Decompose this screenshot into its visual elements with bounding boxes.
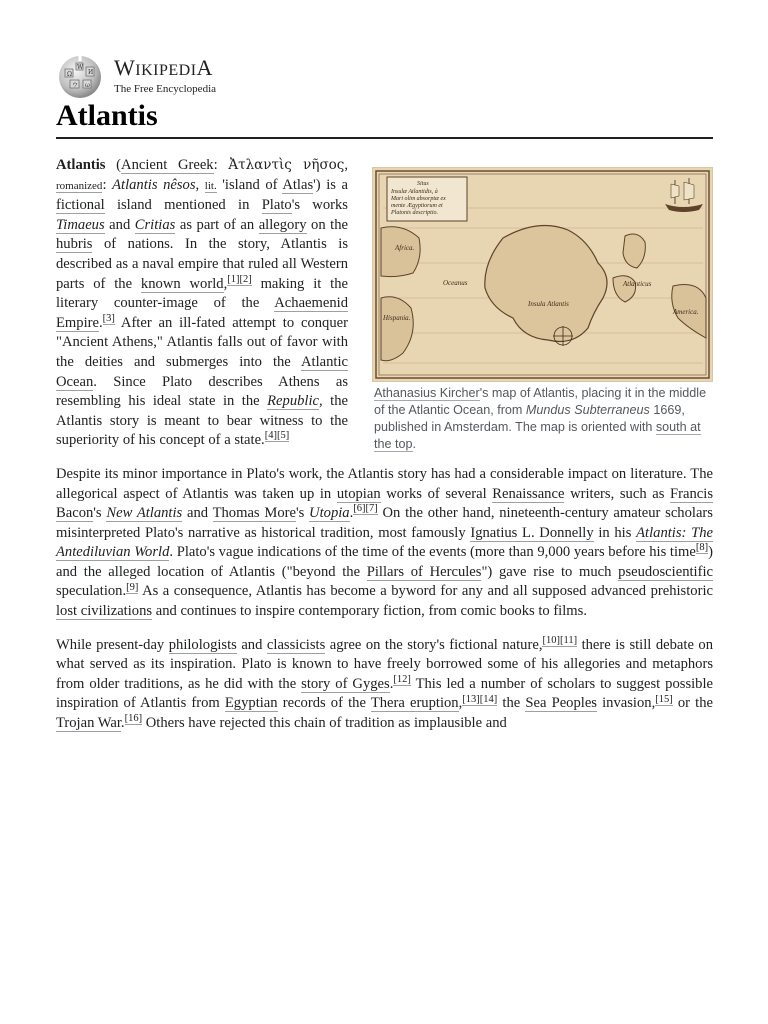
link-utopian[interactable]: utopian <box>336 485 381 502</box>
citation <box>103 313 115 325</box>
link-trojan-war[interactable]: Trojan War <box>56 715 121 732</box>
link-utopia[interactable]: Utopia <box>309 505 350 522</box>
map-cartouche-line: Mari olim absorptæ ex <box>391 196 446 202</box>
link-egyptian[interactable]: Egyptian <box>224 695 278 712</box>
citation <box>125 713 143 725</box>
citation-link[interactable]: [2] <box>239 273 252 285</box>
citation-link[interactable]: [16] <box>124 713 143 725</box>
map-cartouche-line: Insulæ Atlantidis, à <box>391 189 438 195</box>
citation-link[interactable]: [13] <box>462 693 480 705</box>
citation-link[interactable]: [11] <box>559 634 578 646</box>
link-pillars-of-hercules[interactable]: Pillars of Hercules <box>366 563 482 580</box>
citation-link[interactable]: [12] <box>393 673 411 685</box>
citation <box>227 274 252 286</box>
map-cartouche-line: Platonis descriptio. <box>391 210 438 216</box>
link-atlas[interactable]: Atlas <box>282 176 314 193</box>
link-classicists[interactable]: classicists <box>266 636 326 653</box>
link-philologists[interactable]: philologists <box>168 636 237 653</box>
citation <box>655 694 673 706</box>
link-hubris[interactable]: hubris <box>56 236 93 253</box>
svg-text:ウ: ウ <box>72 82 79 89</box>
citation <box>542 635 577 647</box>
citation-link[interactable]: [7] <box>365 503 378 515</box>
citation <box>126 582 138 594</box>
link-ignatius-donnelly[interactable]: Ignatius L. Donnelly <box>470 524 594 541</box>
link-thera-eruption[interactable]: Thera eruption <box>370 695 459 712</box>
map-label-insula-atlantis: Insula Atlantis <box>528 300 569 308</box>
link-pseudoscientific[interactable]: pseudoscientific <box>618 563 713 580</box>
link-antediluvian-world[interactable]: Atlantis: The Antediluvian World <box>56 524 713 561</box>
link-sea-peoples[interactable]: Sea Peoples <box>525 695 597 712</box>
paragraph-influence: Despite its minor importance in Plato's work, the Atlantis story has had a considerable impact on literature. The allegorical aspect of Atlantis was taken up in utopian works of several Renaissance writers, such as Francis Bacon's New Atlantis and Thomas More's Utopia.[6][7] On the other hand, nineteenth-century amateur scholars misinterpreted Plato's narrative as historical tradition, most famously Ignatius L. Donnelly in his Atlantis: The Antediluvian World. Plato's vague indications of the time of the events (more than 9,000 years before his time[8]) and the alleged location of Atlantis ("beyond the Pillars of Hercules") gave rise to much pseudoscientific speculation.[9] As a consequence, Atlantis has become a byword for any and all supposed advanced prehistoric lost civilizations and continues to inspire contemporary fiction, from comic books to films. <box>56 465 713 620</box>
wikipedia-globe-icon <box>56 53 106 99</box>
link-atlantic-ocean[interactable]: Atlantic Ocean <box>56 353 348 390</box>
infobox-figure <box>372 167 713 453</box>
wordmark-tagline: The Free Encyclopedia <box>114 83 217 95</box>
paragraph-intro: Atlantis (Ancient Greek: Ἀτλαντὶς νῆσος, romanized: Atlantis nêsos, lit. 'island of Atlas') is a fictional island mentioned in Plato's works Timaeus and Critias as part of an allegory on the hubris of nations. In the story, Atlantis is described as a naval empire that ruled all Western parts of the known world,[1][2] making it the literary counter-image of the Achaemenid Empire.[3] After an ill-fated attempt to conquer "Ancient Athens," Atlantis falls out of favor with the deities and submerges into the Atlantic Ocean. Since Plato describes Athens as resembling his ideal state in the Republic, the Atlantis story is meant to bear witness to the superiority of his concept of a state.[4][5] <box>56 157 349 449</box>
svg-text:Ω: Ω <box>67 71 72 78</box>
link-lit[interactable]: lit. <box>204 179 217 192</box>
link-renaissance[interactable]: Renaissance <box>492 485 565 502</box>
article-subject: Atlantis <box>56 157 106 173</box>
citation <box>696 542 708 554</box>
map-label-america: America. <box>673 308 699 316</box>
citation-link[interactable]: [5] <box>276 430 290 442</box>
paragraph-inspiration: While present-day philologists and classicists agree on the story's fictional nature,[10][11] there is still debate on what served as its inspiration. Plato is known to have freely borrowed some of his allegories and metaphors from older traditions, as he did with the story of Gyges.[12] This led a number of scholars to suggest possible inspiration of Atlantis from Egyptian records of the Thera eruption,[13][14] the Sea Peoples invasion,[15] or the Trojan War.[16] Others have rejected this chain of tradition as implausible and <box>56 634 714 732</box>
citation <box>462 694 497 706</box>
svg-text:ω: ω <box>85 82 90 89</box>
citation-link[interactable]: [3] <box>102 312 115 324</box>
link-republic[interactable]: Republic <box>267 393 320 410</box>
link-story-of-gyges[interactable]: story of Gyges <box>301 675 390 692</box>
citation <box>353 503 378 515</box>
link-lost-civilizations[interactable]: lost civilizations <box>56 603 153 620</box>
site-logo[interactable] <box>56 53 216 99</box>
map-label-hispania: Hispania. <box>383 314 411 322</box>
atlantis-map-image[interactable] <box>372 167 713 382</box>
map-label-africa: Africa. <box>395 244 415 252</box>
map-cartouche-line: Situs <box>417 181 429 187</box>
link-achaemenid-empire[interactable]: Achaemenid Empire <box>56 295 348 331</box>
citation-link[interactable]: [8] <box>695 542 709 554</box>
figure-caption: Athanasius Kircher's map of Atlantis, placing it in the middle of the Atlantic Ocean, from Mundus Subterraneus 1669, published in Amsterdam. The map is oriented with south at the top. <box>374 386 707 451</box>
page-title: Atlantis <box>56 99 158 132</box>
link-romanized[interactable]: romanized <box>56 179 103 192</box>
link-thomas-more[interactable]: Thomas More <box>212 505 296 522</box>
citation-link[interactable]: [1] <box>227 273 240 285</box>
link-allegory[interactable]: allegory <box>258 216 307 233</box>
citation-link[interactable]: [15] <box>655 693 673 705</box>
citation-link[interactable]: [6] <box>353 503 366 515</box>
link-new-atlantis[interactable]: New Atlantis <box>106 505 183 522</box>
citation-link[interactable]: [14] <box>479 693 498 705</box>
citation-link[interactable]: [4] <box>264 430 277 442</box>
map-label-oceanus: Oceanus <box>443 279 468 287</box>
citation-link[interactable]: [9] <box>126 581 139 593</box>
link-critias[interactable]: Critias <box>134 216 176 233</box>
citation <box>393 674 411 686</box>
citation <box>265 430 290 442</box>
wordmark <box>114 57 216 95</box>
title-divider <box>56 137 713 139</box>
link-fictional[interactable]: fictional <box>56 197 105 214</box>
map-cartouche-line: mente Ægyptiorum et <box>391 203 443 209</box>
link-timaeus[interactable]: Timaeus <box>56 216 105 233</box>
link-south-at-the-top[interactable]: south at the top <box>374 420 701 451</box>
svg-text:W: W <box>77 64 84 71</box>
article-body <box>56 156 713 748</box>
svg-text:И: И <box>88 69 94 76</box>
map-label-atlanticus: Atlanticus <box>623 280 652 288</box>
citation-link[interactable]: [10] <box>542 634 560 646</box>
link-francis-bacon[interactable]: Francis Bacon <box>56 485 713 522</box>
link-athanasius-kircher[interactable]: Athanasius Kircher <box>374 386 480 400</box>
link-plato[interactable]: Plato <box>261 197 292 214</box>
wordmark-title: WIKIPEDIA <box>114 55 213 80</box>
link-ancient-greek[interactable]: Ancient Greek <box>121 157 214 173</box>
greek-name: Ἀτλαντὶς νῆσος <box>228 157 345 173</box>
link-known-world[interactable]: known world <box>140 275 224 292</box>
